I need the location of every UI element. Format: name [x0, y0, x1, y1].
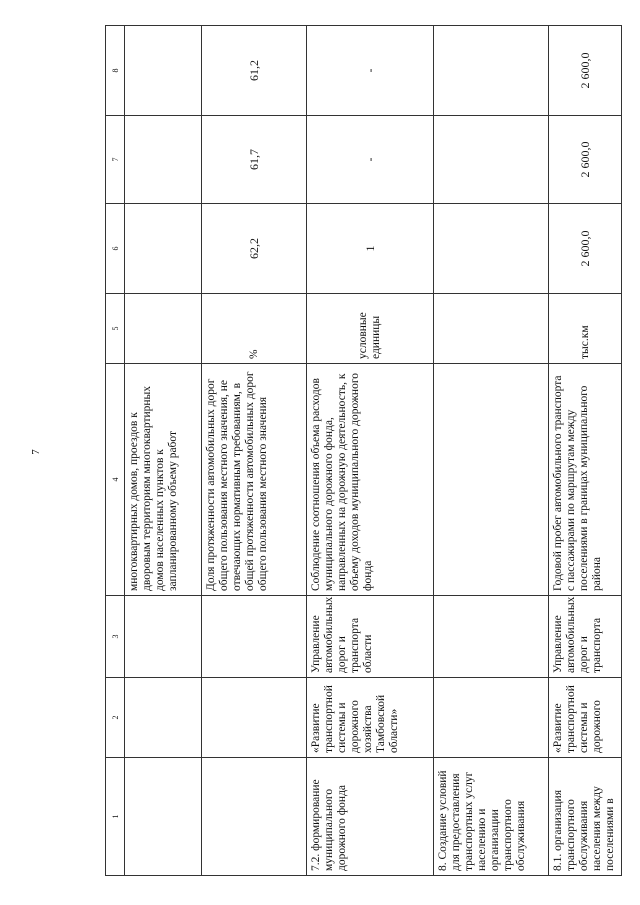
column-number-row	[106, 26, 125, 876]
indicator-cell: Соблюдение соотношения объема расходов муниципального дорожного фонда, направленных на дорожную деятельность, к объему доходов муниципального дорожного фонда	[307, 364, 434, 596]
column-number: 1	[106, 758, 125, 876]
executor-cell: Управление автомобильных дорог и транспорта	[549, 596, 622, 678]
value-cell: 2 600,0	[549, 204, 622, 294]
program-cell	[434, 678, 549, 758]
unit-cell	[125, 294, 202, 364]
indicator-cell: Годовой пробег автомобильного транспорта с пассажирами по маршрутам между поселениями в границах муниципального района	[549, 364, 622, 596]
value-cell: 61,2	[202, 26, 307, 116]
program-cell: «Развитие транспортной системы и дорожного хозяйства Тамбовской области»	[307, 678, 434, 758]
value-cell	[125, 204, 202, 294]
column-number: 8	[106, 26, 125, 116]
value-cell: 62,2	[202, 204, 307, 294]
value-cell	[434, 26, 549, 116]
executor-cell	[434, 596, 549, 678]
table-row	[434, 26, 549, 876]
value-cell: 1	[307, 204, 434, 294]
value-cell	[125, 116, 202, 204]
indicators-table	[105, 25, 622, 876]
table-row	[307, 26, 434, 876]
value-cell: 61,7	[202, 116, 307, 204]
executor-cell: Управление автомобильных дорог и транспорта области	[307, 596, 434, 678]
column-number: 2	[106, 678, 125, 758]
indicator-cell	[434, 364, 549, 596]
measure-cell: 8. Создание условий для предоставления транспортных услуг населению и организации транспортного обслуживания	[434, 758, 549, 876]
unit-cell: %	[202, 294, 307, 364]
executor-cell	[125, 596, 202, 678]
value-cell: 2 600,0	[549, 116, 622, 204]
executor-cell	[202, 596, 307, 678]
value-cell	[434, 116, 549, 204]
column-number: 6	[106, 204, 125, 294]
rotated-table-container	[105, 26, 616, 876]
indicator-cell: Доля протяженности автомобильных дорог общего пользования местного значения, не отвечающих нормативным требованиям, в общей протяженности автомобильных дорог общего пользования местного значения	[202, 364, 307, 596]
program-cell	[125, 678, 202, 758]
program-cell: «Развитие транспортной системы и дорожного	[549, 678, 622, 758]
unit-cell	[434, 294, 549, 364]
table-row	[549, 26, 622, 876]
table-row	[125, 26, 202, 876]
value-cell: -	[307, 26, 434, 116]
value-cell: -	[307, 116, 434, 204]
column-number: 3	[106, 596, 125, 678]
measure-cell: 7.2. формирование муниципального дорожного фонда	[307, 758, 434, 876]
value-cell: 2 600,0	[549, 26, 622, 116]
value-cell	[434, 204, 549, 294]
column-number: 4	[106, 364, 125, 596]
unit-cell: условные единицы	[307, 294, 434, 364]
measure-cell	[202, 758, 307, 876]
unit-cell: тыс.км	[549, 294, 622, 364]
measure-cell	[125, 758, 202, 876]
table-row	[202, 26, 307, 876]
page-number: 7	[30, 449, 42, 455]
value-cell	[125, 26, 202, 116]
measure-cell: 8.1. организация транспортного обслуживания населения между поселениями в	[549, 758, 622, 876]
indicator-cell: многоквартирных домов, проездов к дворовым территориям многоквартирных домов населенных пунктов к запланированному объему работ	[125, 364, 202, 596]
column-number: 7	[106, 116, 125, 204]
column-number: 5	[106, 294, 125, 364]
program-cell	[202, 678, 307, 758]
